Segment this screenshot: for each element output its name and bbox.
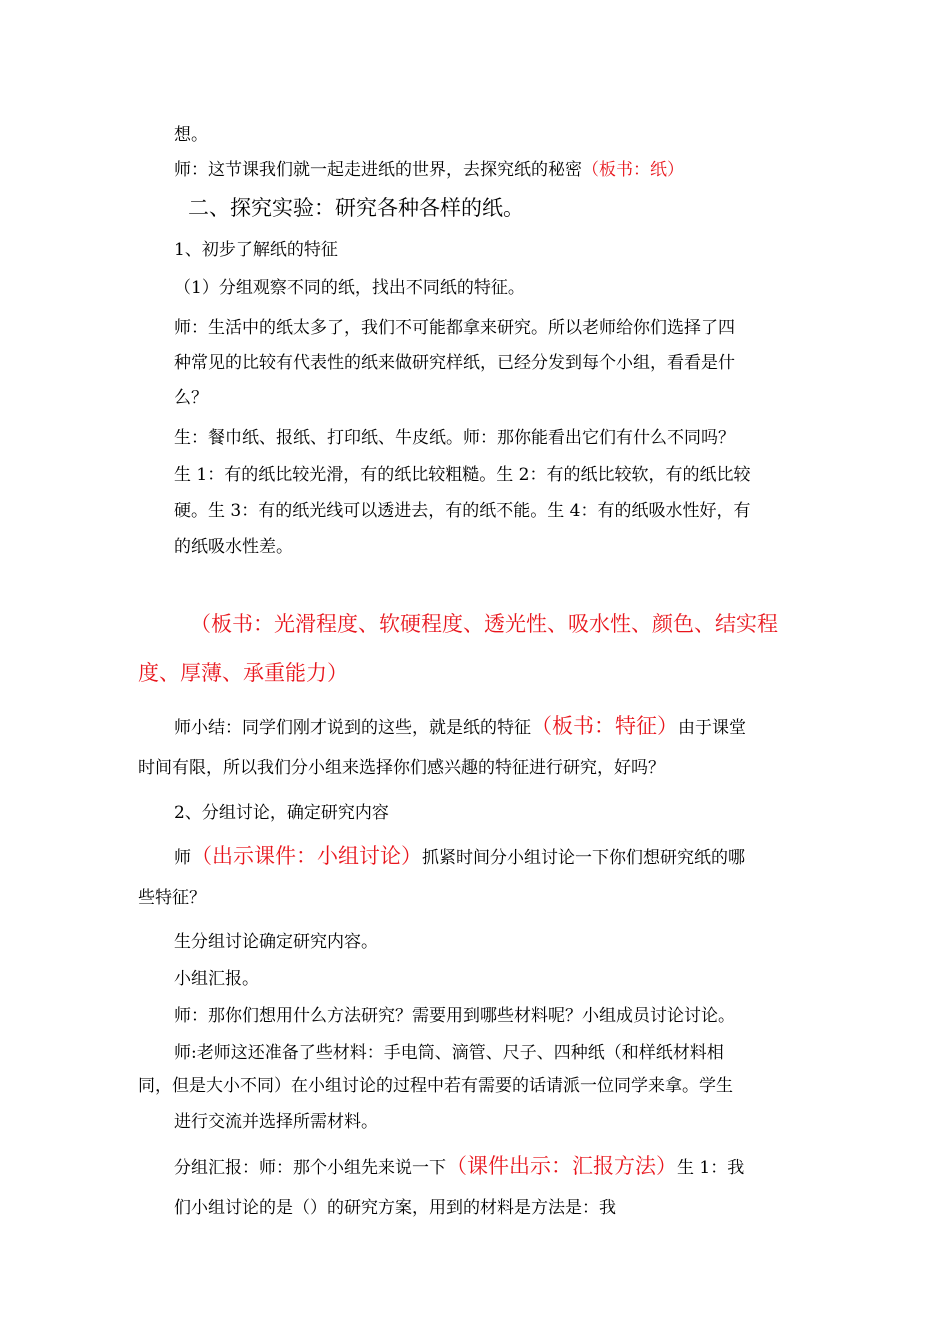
- paragraph-line: 时间有限，所以我们分小组来选择你们感兴趣的特征进行研究，好吗？: [138, 758, 665, 778]
- board-note: （板书：光滑程度、软硬程度、透光性、吸水性、颜色、结实程: [190, 612, 778, 636]
- courseware-note: （课件出示：汇报方法）: [446, 1154, 677, 1178]
- paragraph-line: 进行交流并选择所需材料。: [174, 1112, 378, 1132]
- courseware-note: （出示课件：小组讨论）: [191, 844, 422, 868]
- paragraph-line: 们小组讨论的是（）的研究方案，用到的材料是方法是：我: [174, 1198, 616, 1218]
- subsection-heading: 1、初步了解纸的特征: [174, 240, 338, 260]
- paragraph-line: 小组汇报。: [174, 969, 259, 989]
- paragraph-line: 种常见的比较有代表性的纸来做研究样纸，已经分发到每个小组，看看是什: [174, 353, 735, 373]
- paragraph-line: 的纸吸水性差。: [174, 537, 293, 557]
- paragraph-text: 分组汇报：师：那个小组先来说一下: [174, 1158, 446, 1178]
- paragraph-line: 生分组讨论确定研究内容。: [174, 932, 378, 952]
- paragraph-line: 生 1：有的纸比较光滑，有的纸比较粗糙。生 2：有的纸比较软，有的纸比较: [174, 465, 751, 485]
- paragraph-text: 师: [174, 848, 191, 868]
- paragraph-text: 师小结：同学们刚才说到的这些，就是纸的特征: [174, 718, 531, 738]
- subsection-heading: 2、分组讨论，确定研究内容: [174, 803, 389, 823]
- paragraph-line: 些特征？: [138, 888, 206, 908]
- paragraph-line: 同，但是大小不同）在小组讨论的过程中若有需要的话请派一位同学来拿。学生: [138, 1076, 733, 1096]
- paragraph-line: 师：那你们想用什么方法研究？需要用到哪些材料呢？小组成员讨论讨论。: [174, 1006, 735, 1026]
- section-heading: 二、探究实验：研究各种各样的纸。: [188, 196, 524, 220]
- board-note: （板书：纸）: [582, 160, 684, 180]
- paragraph-line: （1）分组观察不同的纸，找出不同纸的特征。: [174, 278, 525, 298]
- paragraph-text: 由于课堂: [678, 718, 746, 738]
- paragraph-line: 想。: [174, 125, 208, 145]
- paragraph-line: 么？: [174, 388, 208, 408]
- board-note: 度、厚薄、承重能力）: [138, 661, 348, 685]
- paragraph-text: 生 1：我: [677, 1158, 745, 1178]
- paragraph-text: 师：这节课我们就一起走进纸的世界，去探究纸的秘密: [174, 160, 582, 180]
- paragraph-line: [174, 846, 745, 867]
- paragraph-line: [174, 162, 684, 179]
- paragraph-line: [174, 716, 746, 737]
- paragraph-text: 抓紧时间分小组讨论一下你们想研究纸的哪: [422, 848, 745, 868]
- paragraph-line: 师:老师这还准备了些材料：手电筒、滴管、尺子、四种纸（和样纸材料相: [174, 1043, 724, 1063]
- paragraph-line: 生：餐巾纸、报纸、打印纸、牛皮纸。师：那你能看出它们有什么不同吗？: [174, 428, 735, 448]
- paragraph-line: 硬。生 3：有的纸光线可以透进去，有的纸不能。生 4：有的纸吸水性好，有: [174, 501, 751, 521]
- paragraph-line: [174, 1156, 744, 1177]
- board-note: （板书：特征）: [531, 714, 678, 738]
- paragraph-line: 师：生活中的纸太多了，我们不可能都拿来研究。所以老师给你们选择了四: [174, 318, 735, 338]
